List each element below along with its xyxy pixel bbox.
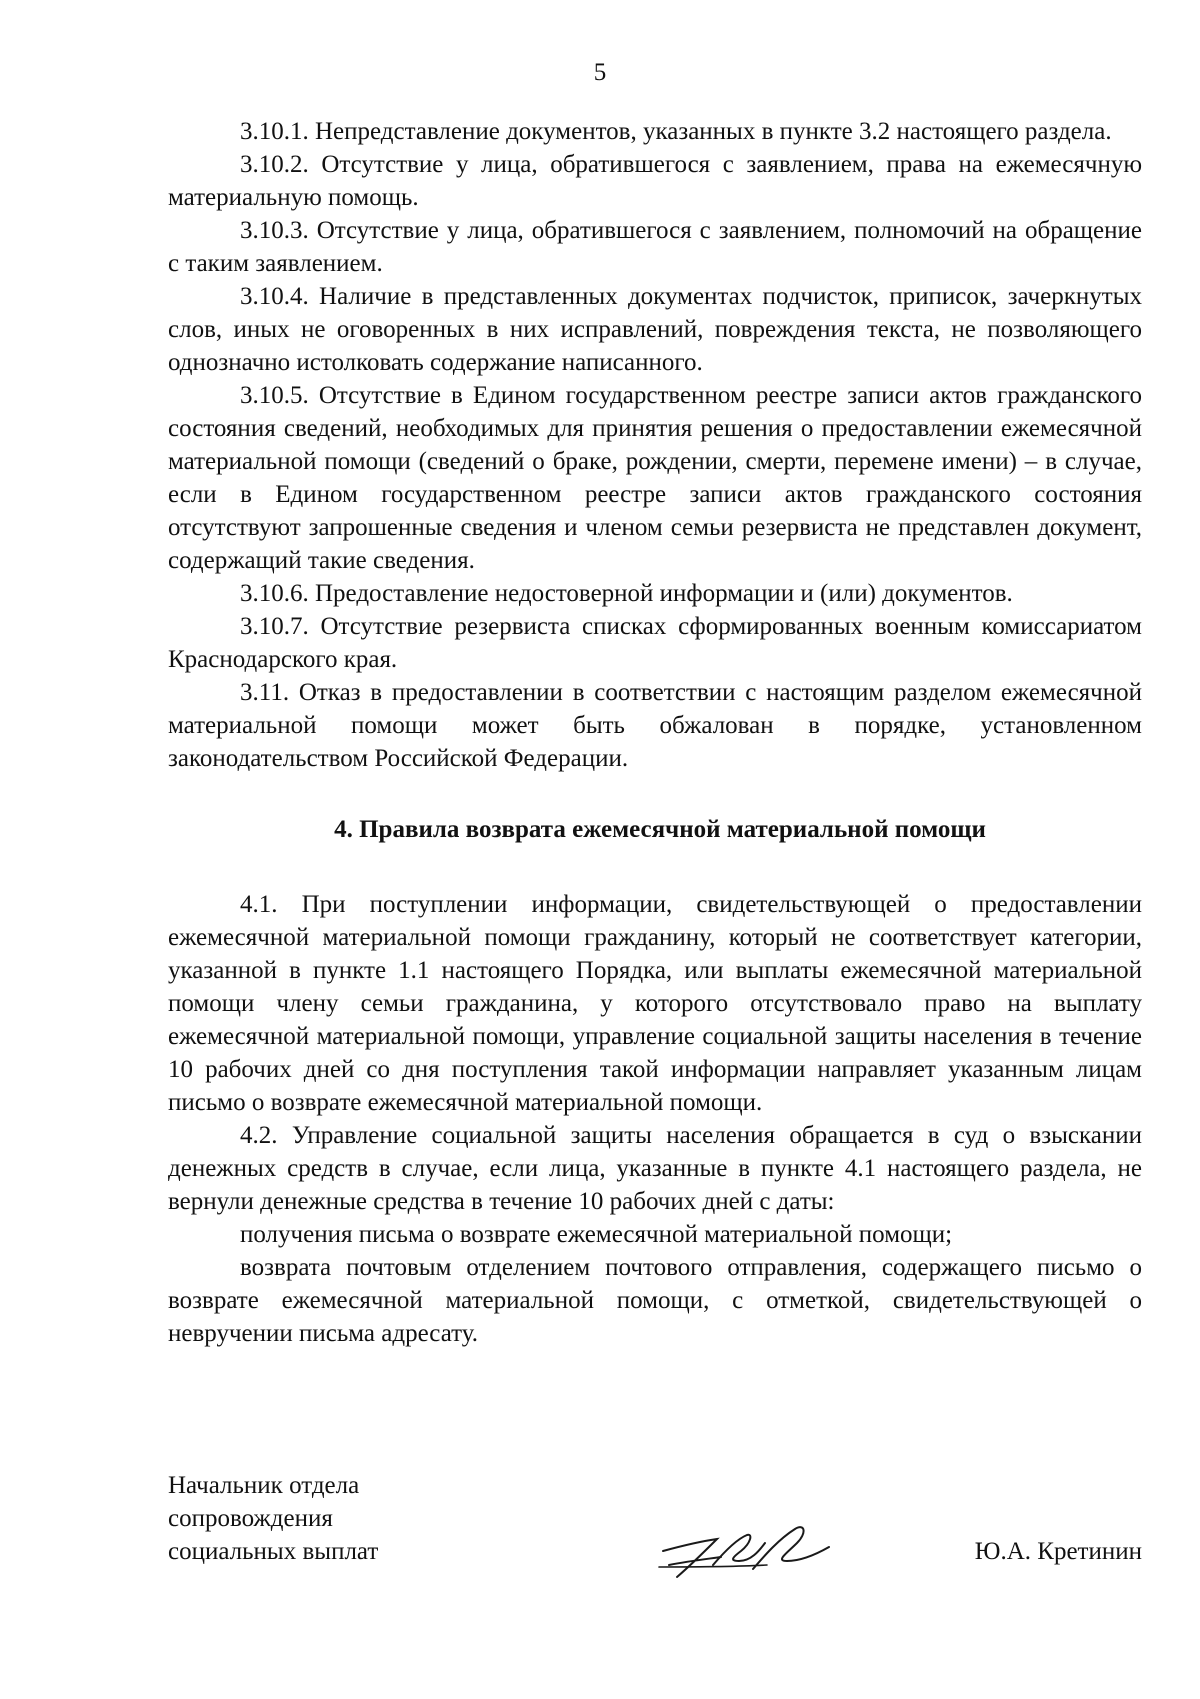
paragraph-3-10-2: 3.10.2. Отсутствие у лица, обратившегося с заявлением, права на ежемесячную материальную помощь.: [168, 151, 1142, 211]
page-number: 5: [593, 59, 607, 86]
handwritten-signature: [655, 1521, 835, 1583]
paragraph-3-10-7: 3.10.7. Отсутствие резервиста списках сформированных военным комиссариатом Краснодарского края.: [168, 613, 1142, 673]
paragraph-3-10-6: 3.10.6. Предоставление недостоверной информации и (или) документов.: [240, 580, 1013, 607]
signer-title-line: сопровождения: [168, 1505, 333, 1532]
signer-title: [168, 1469, 378, 1568]
document-body: [168, 115, 1142, 1350]
paragraph-3-10-1: 3.10.1. Непредставление документов, указанных в пункте 3.2 настоящего раздела.: [240, 118, 1112, 145]
paragraph-4-1: 4.1. При поступлении информации, свидетельствующей о предоставлении ежемесячной материальной помощи гражданину, который не соответствует категории, указанной в пункте 1.1 настоящего Порядка, или выплаты ежемесячной материальной помощи члену семьи гражданина, у которого отсутствовало право на выплату ежемесячной материальной помощи, управление социальной защиты населения в течение 10 рабочих дней со дня поступления такой информации направляет указанным лицам письмо о возврате ежемесячной материальной помощи.: [168, 891, 1142, 1116]
paragraph-3-11: 3.11. Отказ в предоставлении в соответствии с настоящим разделом ежемесячной материальной помощи может быть обжалован в порядке, установленном законодательством Российской Федерации.: [168, 679, 1142, 772]
paragraph-3-10-4: 3.10.4. Наличие в представленных документах подчисток, приписок, зачеркнутых слов, иных не оговоренных в них исправлений, повреждения текста, не позволяющего однозначно истолковать содержание написанного.: [168, 283, 1142, 376]
paragraph-3-10-3: 3.10.3. Отсутствие у лица, обратившегося с заявлением, полномочий на обращение с таким заявлением.: [168, 217, 1142, 277]
paragraph-4-2-item-2: возврата почтовым отделением почтового отправления, содержащего письмо о возврате ежемесячной материальной помощи, с отметкой, свидетельствующей о невручении письма адресату.: [168, 1254, 1142, 1347]
paragraph-3-10-5: 3.10.5. Отсутствие в Едином государственном реестре записи актов гражданского состояния сведений, необходимых для принятия решения о предоставлении ежемесячной материальной помощи (сведений о браке, рождении, смерти, перемене имени) – в случае, если в Едином государственном реестре записи актов гражданского состояния отсутствуют запрошенные сведения и членом семьи резервиста не представлен документ, содержащий такие сведения.: [168, 382, 1142, 574]
section-heading: 4. Правила возврата ежемесячной материальной помощи: [334, 816, 986, 843]
paragraph-4-2: 4.2. Управление социальной защиты населения обращается в суд о взыскании денежных средств в случае, если лица, указанные в пункте 4.1 настоящего раздела, не вернули денежные средства в течение 10 рабочих дней с даты:: [168, 1122, 1142, 1215]
signer-title-line: социальных выплат: [168, 1538, 379, 1565]
signer-name: Ю.А. Кретинин: [974, 1538, 1142, 1565]
signature-block: [168, 1469, 1142, 1609]
signer-title-line: Начальник отдела: [168, 1472, 360, 1499]
paragraph-4-2-item-1: получения письма о возврате ежемесячной материальной помощи;: [240, 1221, 953, 1248]
